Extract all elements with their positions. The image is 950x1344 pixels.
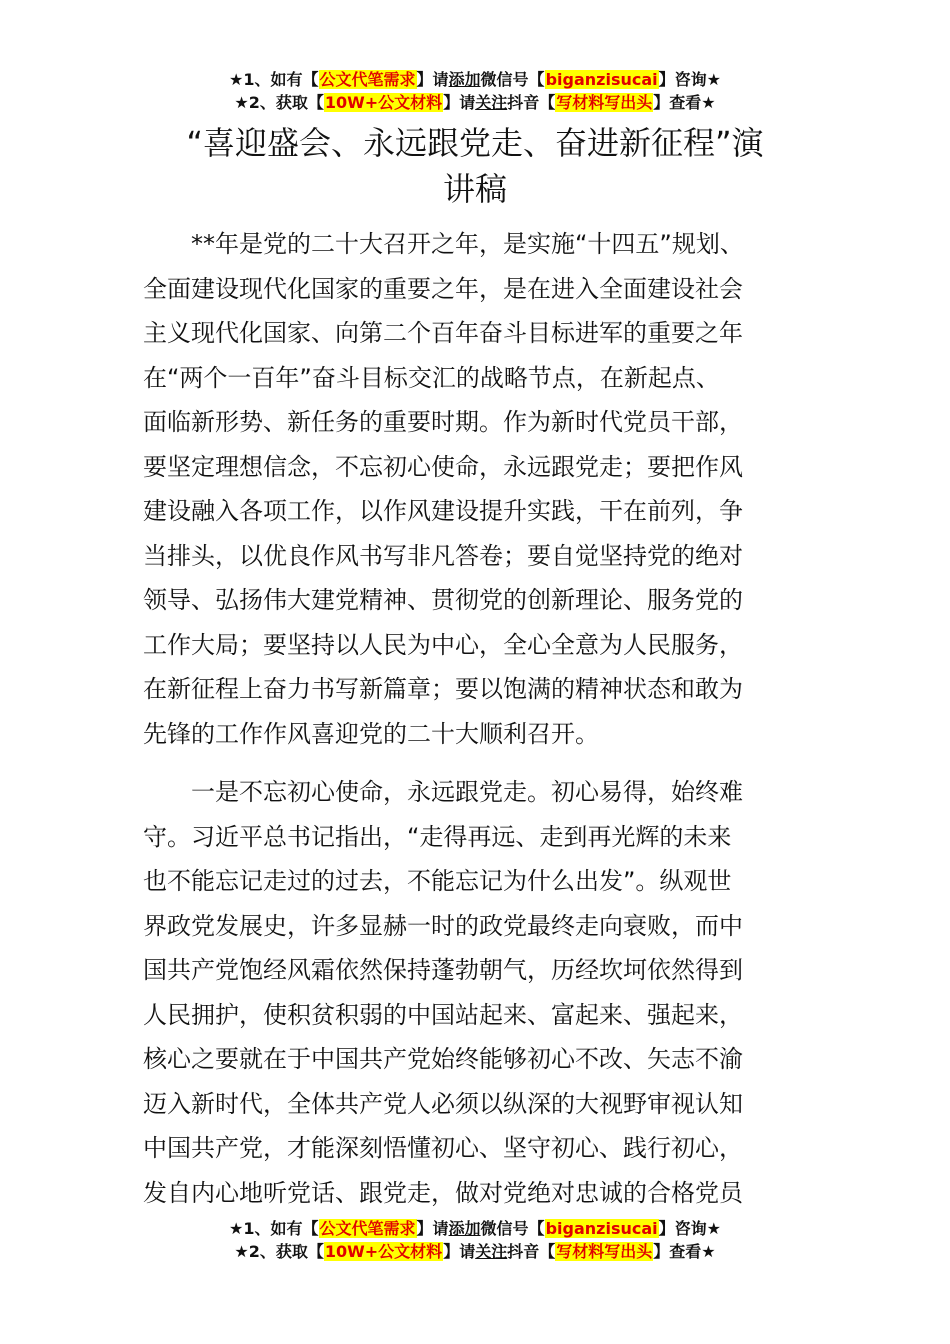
text-line: 工作大局；要坚持以人民为中心，全心全意为人民服务，: [143, 630, 743, 659]
star-icon: ★: [234, 93, 249, 112]
star-icon: ★: [229, 1219, 244, 1238]
text-line: 建设融入各项工作，以作风建设提升实践，干在前列，争: [143, 497, 743, 525]
text-line: 全面建设现代化国家的重要之年，是在进入全面建设社会: [143, 274, 743, 303]
text-line: 界政党发展史，许多显赫一时的政党最终走向衰败，而中: [143, 911, 743, 940]
text-line: 领导、弘扬伟大建党精神、贯彻党的创新理论、服务党的: [143, 586, 743, 614]
text-line: 要坚定理想信念，不忘初心使命，永远跟党走；要把作风: [143, 452, 743, 481]
text-line: 在“两个一百年”奋斗目标交汇的战略节点，在新起点、: [143, 363, 720, 392]
text-line: 迈入新时代，全体共产党人必须以纵深的大视野审视认知: [143, 1089, 743, 1118]
document-title: [140, 120, 810, 212]
highlight-materials: 10W+公文材料: [324, 1242, 443, 1261]
text-line: 也不能忘记走过的过去，不能忘记为什么出发”。纵观世: [143, 867, 732, 895]
text-line: 一是不忘初心使命，永远跟党走。初心易得，始终难: [191, 778, 743, 806]
text-line: 先锋的工作作风喜迎党的二十大顺利召开。: [143, 719, 599, 748]
header-banner: [0, 68, 950, 114]
star-icon: ★: [706, 70, 721, 89]
star-icon: ★: [234, 1242, 249, 1261]
text-line: **年是党的二十大召开之年，是实施“十四五”规划、: [191, 230, 744, 258]
star-icon: ★: [706, 1219, 721, 1238]
text-line: 人民拥护，使积贫积弱的中国站起来、富起来、强起来，: [143, 1000, 743, 1029]
highlight-wechat-id: biganzisucai: [545, 70, 658, 89]
banner-line-1: ★1、如有【公文代笔需求】请添加微信号【biganzisucai】咨询★: [229, 1219, 721, 1238]
text-line: 在新征程上奋力书写新篇章；要以饱满的精神状态和敢为: [143, 675, 743, 703]
text-line: 国共产党饱经风霜依然保持蓬勃朝气，历经坎坷依然得到: [143, 956, 743, 984]
highlight-service: 公文代笔需求: [319, 1219, 416, 1238]
banner-line-1: ★1、如有【公文代笔需求】请添加微信号【biganzisucai】咨询★: [229, 70, 721, 89]
paragraph-intro: [143, 222, 813, 756]
title-line-2: 讲稿: [442, 170, 507, 208]
text-line: 中国共产党，才能深刻悟懂初心、坚守初心、践行初心，: [143, 1134, 743, 1162]
footer-banner: [0, 1217, 950, 1263]
banner-line-2: ★2、获取【10W+公文材料】请关注抖音【写材料写出头】查看★: [234, 1242, 716, 1261]
text-line: 主义现代化国家、向第二个百年奋斗目标进军的重要之年: [143, 319, 743, 347]
star-icon: ★: [229, 70, 244, 89]
text-line: 发自内心地听党话、跟党走，做对党绝对忠诚的合格党员: [143, 1178, 743, 1207]
banner-line-2: ★2、获取【10W+公文材料】请关注抖音【写材料写出头】查看★: [234, 93, 716, 112]
paragraph-section-1: [143, 770, 813, 1215]
star-icon: ★: [701, 1242, 716, 1261]
highlight-service: 公文代笔需求: [319, 70, 416, 89]
title-line-1: “喜迎盛会、永远跟党走、奋进新征程”演: [186, 124, 764, 162]
text-line: 面临新形势、新任务的重要时期。作为新时代党员干部，: [143, 408, 743, 436]
highlight-douyin-id: 写材料写出头: [556, 93, 653, 112]
star-icon: ★: [701, 93, 716, 112]
text-line: 核心之要就在于中国共产党始终能够初心不改、矢志不渝: [143, 1045, 743, 1073]
document-body: [143, 222, 813, 1229]
highlight-materials: 10W+公文材料: [324, 93, 443, 112]
text-line: 守。习近平总书记指出，“走得再远、走到再光辉的未来: [143, 822, 732, 851]
highlight-douyin-id: 写材料写出头: [556, 1242, 653, 1261]
text-line: 当排头，以优良作风书写非凡答卷；要自觉坚持党的绝对: [143, 541, 743, 570]
highlight-wechat-id: biganzisucai: [545, 1219, 658, 1238]
